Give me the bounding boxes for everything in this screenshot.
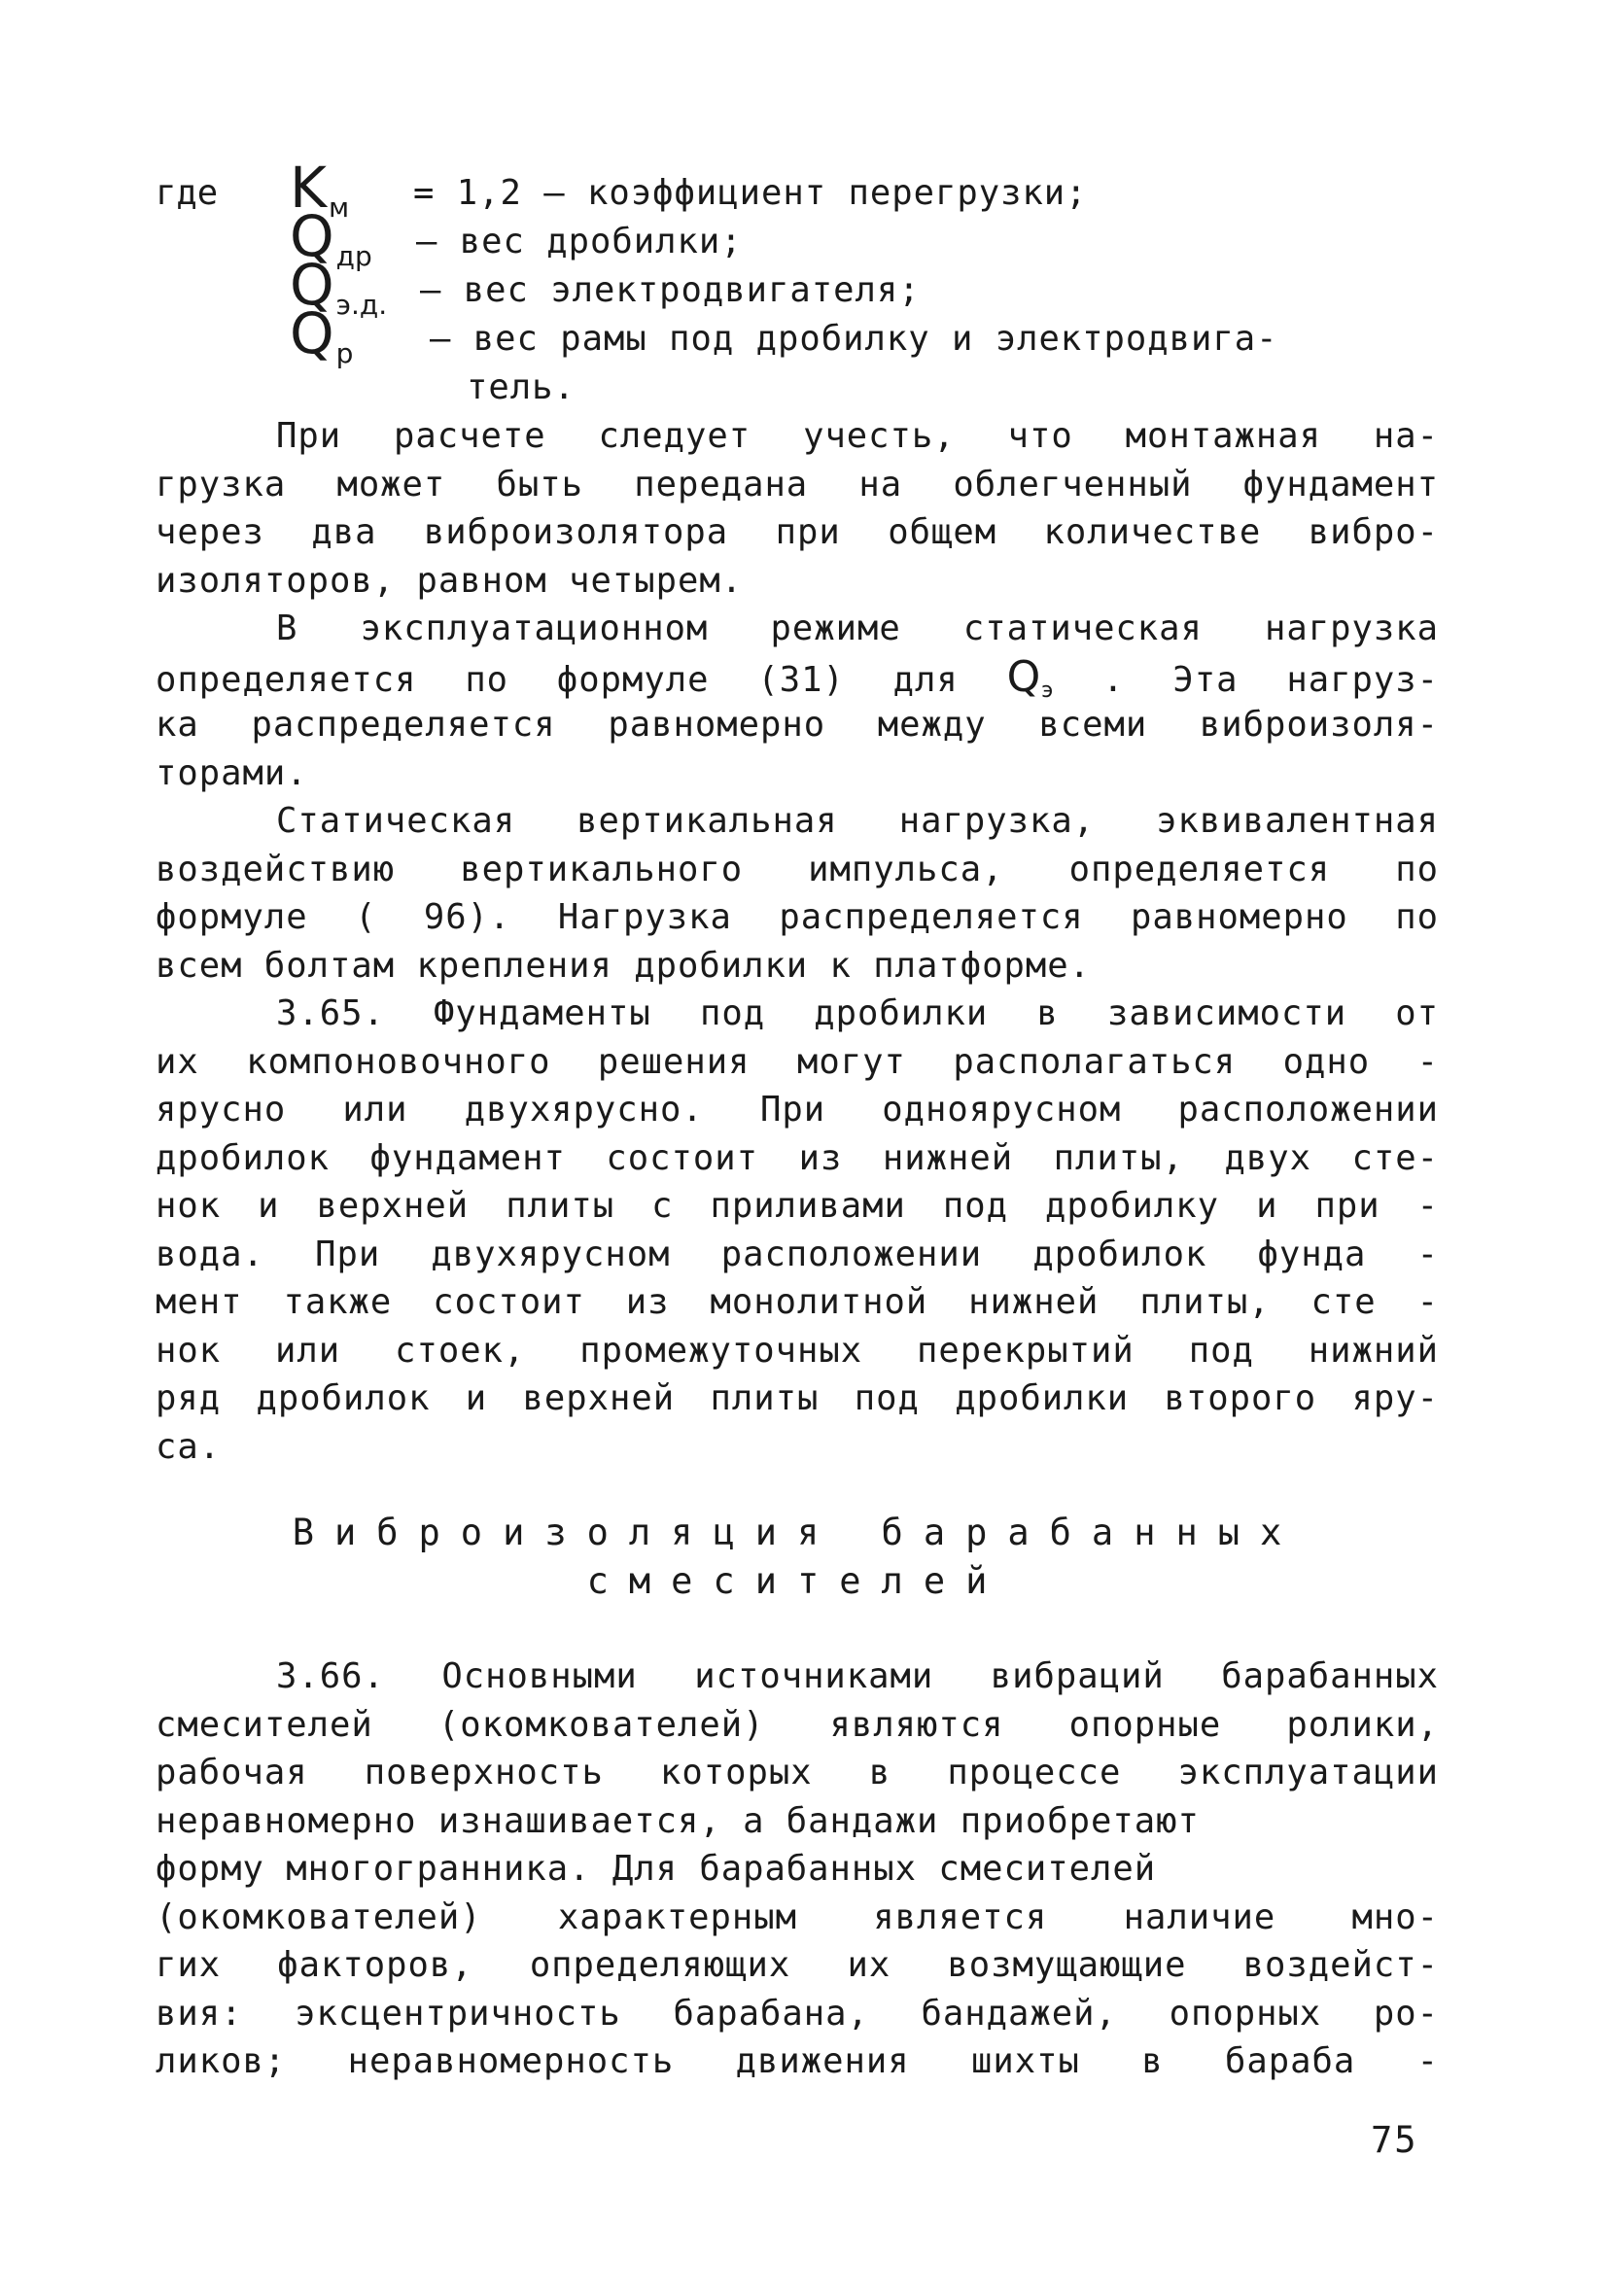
text-line: их компоновочного решения могут располагаться одно - (156, 1041, 1439, 1082)
text-line: торами. (156, 752, 308, 793)
definition-row (156, 300, 1449, 369)
body-text (156, 412, 1439, 1471)
text-line: грузка может быть передана на облегченный фундамент (156, 464, 1439, 504)
text-line: изоляторов, равном четырем. (156, 560, 744, 601)
text-line: нок или стоек, промежуточных перекрытий под нижний (156, 1330, 1439, 1371)
text-line: ликов; неравномерность движения шихты в бараба - (156, 2041, 1439, 2081)
definition-text: – вес электродвигателя; (420, 270, 921, 310)
text-line: мент также состоит из монолитной нижней плиты, сте - (156, 1282, 1439, 1322)
text-line: вода. При двухярусном расположении дробилок фунда - (156, 1234, 1439, 1274)
definition-text: – вес дробилки; (416, 222, 743, 261)
text-line: гих факторов, определяющих их возмущающие воздейст- (156, 1945, 1439, 1985)
paragraph (156, 412, 1439, 605)
definitions-block (156, 155, 1449, 408)
text-line: ка распределяется равномерно между всеми виброизоля- (156, 705, 1439, 745)
definition-continuation: тель. (467, 367, 576, 407)
text-line: смесителей (окомкователей) являются опорные ролики, (156, 1704, 1439, 1745)
definition-row (156, 203, 1449, 272)
text-line: воздействию вертикального импульса, определяется по (156, 849, 1439, 889)
definition-row (156, 252, 1449, 321)
text-line: неравномерно изнашивается, а бандажи приобретают (156, 1800, 1200, 1841)
page-number: 75 (1371, 2119, 1418, 2161)
text-line: са. (156, 1426, 222, 1467)
text-line: В эксплуатационном режиме статическая нагрузка (276, 609, 1439, 648)
text-line: рабочая поверхность которых в процессе эксплуатации (156, 1753, 1439, 1792)
formula-symbol: $Q_р$ (290, 300, 354, 369)
text-line: вия: эксцентричность барабана, бандажей, опорных ро- (156, 1993, 1439, 2034)
text-line: 3.65. Фундаменты под дробилки в зависимости от (276, 993, 1439, 1033)
formula-symbol: $Q_{э.д.}$ (290, 252, 388, 321)
text-line: формуле ( 96). Нагрузка распределяется равномерно по (156, 897, 1439, 937)
section-heading-line-2: смесителей (586, 1560, 1008, 1602)
paragraph (156, 605, 1439, 797)
text-line: форму многогранника. Для барабанных смесителей (156, 1849, 1157, 1889)
text-line: ряд дробилок и верхней плиты под дробилки второго яру- (156, 1378, 1439, 1418)
text-segment: . Эта нагруз- (1102, 659, 1439, 700)
definition-text: = 1,2 – коэффициент перегрузки; (413, 173, 1088, 213)
formula-symbol: $K_м$ (290, 155, 350, 224)
text-line: ярусно или двухярусно. При одноярусном расположении (156, 1090, 1439, 1130)
section-heading-line-1: Виброизоляция барабанных (292, 1512, 1303, 1553)
text-line: дробилок фундамент состоит из нижней плиты, двух сте- (156, 1137, 1439, 1178)
lead-word: где (156, 173, 219, 213)
text-line: всем болтам крепления дробилки к платформе. (156, 945, 1092, 986)
text-line: нок и верхней плиты с приливами под дробилку и при - (156, 1186, 1439, 1226)
definition-row (156, 155, 1449, 224)
text-line: через два виброизолятора при общем количестве вибро- (156, 512, 1439, 552)
definition-row (156, 360, 1449, 408)
text-line: Статическая вертикальная нагрузка, эквивалентная (276, 801, 1439, 841)
formula-symbol: $Q_{др}$ (290, 203, 372, 272)
text-line: При расчете следует учесть, что монтажная на- (276, 416, 1439, 456)
text-line: 3.66. Основными источниками вибраций барабанных (276, 1656, 1439, 1696)
paragraph (156, 797, 1439, 990)
text-line-with-symbol (156, 653, 1439, 702)
text-segment: определяется по формуле (31) для (156, 659, 959, 700)
section-366 (156, 1652, 1439, 2086)
formula-symbol: $Q_э$ (1006, 651, 1055, 703)
text-line: (окомкователей) характерным является наличие мно- (156, 1896, 1439, 1937)
paragraph (156, 990, 1439, 1471)
definition-text: – вес рамы под дробилку и электродвига- (430, 319, 1278, 359)
